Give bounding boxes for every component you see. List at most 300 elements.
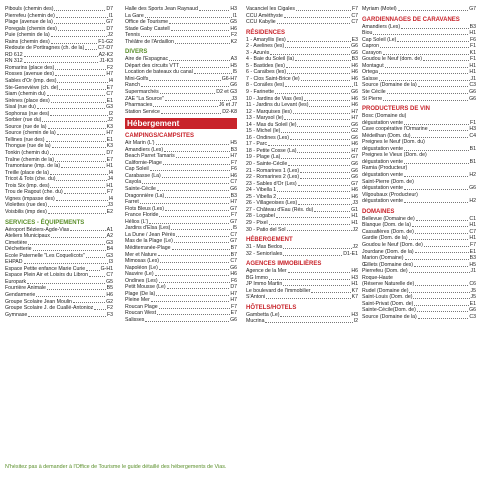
dot-leader <box>27 279 105 284</box>
grid-reference: J6 et J7 <box>218 102 237 109</box>
entry-name: Tellines (rue des) <box>5 136 45 143</box>
dot-leader <box>404 185 468 190</box>
section-heading-hebergement: HÉBERGEMENT <box>246 237 293 244</box>
grid-reference: G6 <box>351 161 358 168</box>
grid-reference: H7 <box>351 108 358 115</box>
grid-reference: H6 <box>230 271 237 278</box>
grid-reference: H7 <box>230 290 237 297</box>
grid-reference: H3 <box>469 126 476 133</box>
dot-leader <box>283 251 342 256</box>
grid-reference: H7 <box>106 130 113 137</box>
entry-name: Tricot & Tots (che. du) <box>5 176 56 183</box>
grid-reference: J1 <box>470 75 476 82</box>
dot-leader <box>86 266 99 271</box>
index-entry <box>246 294 358 301</box>
dot-leader <box>409 268 470 273</box>
entry-name: Voisbilis (imp des) <box>5 208 47 215</box>
grid-reference: K7 <box>351 287 358 294</box>
entry-name: Cap Soleil (Le) <box>362 36 397 43</box>
dot-leader <box>157 310 230 315</box>
entry-name: 10 - Jardins de Vias (les) <box>246 95 304 102</box>
entry-name: Mini-Golfs <box>125 75 149 82</box>
dot-leader <box>277 19 351 24</box>
index-entry <box>362 6 476 13</box>
grid-reference: D1-E1 <box>343 250 358 257</box>
dot-leader <box>286 63 350 68</box>
entry-name: dégustation vente <box>362 172 403 179</box>
entry-name: Nauvire (Le) <box>125 271 154 278</box>
grid-reference: D7 <box>106 25 113 32</box>
entry-name: Cimetière <box>5 239 28 246</box>
grid-reference: J3 <box>231 95 237 102</box>
entry-name: Location de bateaux du canal <box>125 69 193 76</box>
grid-reference: G2 <box>106 298 113 305</box>
grid-reference: J5 <box>470 294 476 301</box>
dot-leader <box>288 268 351 273</box>
dot-leader <box>417 307 468 312</box>
dot-leader <box>414 262 468 267</box>
grid-reference: I1 <box>353 82 358 89</box>
entry-name: Méditerranée-Plage <box>125 244 171 251</box>
grid-reference: G6 <box>351 89 358 96</box>
dot-leader <box>404 198 468 203</box>
dot-leader <box>42 117 106 122</box>
index-entry <box>5 312 113 319</box>
grid-reference: F6 <box>230 166 237 173</box>
entry-name: Espace Plein Air et Loisirs du Libron <box>5 272 89 279</box>
entry-name: Groupe Scolaire Jean Moulin <box>5 298 72 305</box>
dot-leader <box>50 170 108 175</box>
grid-reference: F2 <box>230 32 237 39</box>
grid-reference: H3 <box>230 6 237 12</box>
entry-name: Preignes le Neuf (Dom. du) <box>362 139 425 146</box>
entry-name: 1 - Amaryllis (les) <box>246 36 286 43</box>
dot-leader <box>268 141 350 146</box>
grid-reference: G6 <box>351 134 358 141</box>
dot-leader <box>298 200 351 205</box>
dot-leader <box>176 153 230 158</box>
entry-name: 6 - Caraïbes (les) <box>246 69 287 76</box>
entry-name: Flots Bleus (Les) <box>125 205 164 212</box>
entry-name: dégustation vente <box>362 185 403 192</box>
section-heading-campings: CAMPINGS/CAMPSITES <box>125 133 195 140</box>
grid-reference: H6 <box>351 69 358 76</box>
dot-leader <box>46 137 106 142</box>
entry-name: dégustation vente <box>362 198 403 205</box>
section-heading-services: SERVICES - ÉQUIPEMENTS <box>5 219 85 226</box>
entry-name: Pibouls (chemin des) <box>5 6 54 12</box>
entry-name: Trou de Ragout (che. du) <box>5 189 63 196</box>
grid-reference: D7 <box>230 284 237 291</box>
dot-leader <box>85 45 97 50</box>
grid-reference: I5 <box>232 225 237 232</box>
entry-name: Aéroport Béziers-Agde-Vias <box>5 226 70 233</box>
grid-reference: G7 <box>351 154 358 161</box>
grid-reference: E7 <box>106 84 113 91</box>
entry-name: JP Immo Martin <box>246 281 283 288</box>
dot-leader <box>379 76 470 81</box>
grid-reference: G6 <box>230 316 237 323</box>
dot-leader <box>50 183 105 188</box>
grid-reference: E1 <box>469 300 476 307</box>
grid-reference: C7 <box>351 12 358 19</box>
dot-leader <box>151 297 230 302</box>
producteurs-vin-list <box>362 113 476 205</box>
dot-leader <box>48 202 107 207</box>
entry-name: 18 - Petite Cosse (La) <box>246 147 297 154</box>
entry-name: Pleine Mer <box>125 297 150 304</box>
index-entry <box>362 198 476 205</box>
entry-name: Gardie (Dom. de la) <box>362 235 408 242</box>
dot-leader <box>300 168 350 173</box>
dot-leader <box>164 147 230 152</box>
dot-leader <box>297 148 350 153</box>
services-list <box>5 227 113 319</box>
dot-leader <box>149 219 229 224</box>
grid-reference: J3 <box>107 202 113 209</box>
section-heading-domaines: DOMAINES <box>362 208 395 215</box>
grid-reference: F2 <box>106 305 113 312</box>
dot-leader <box>89 272 105 277</box>
grid-reference: G6 <box>469 185 476 192</box>
entry-name: Ranch <box>125 82 140 89</box>
dot-leader <box>266 294 350 299</box>
grid-reference: F7 <box>106 189 113 196</box>
dot-leader <box>404 172 468 177</box>
entry-name: 11 - Jardins du Levant (les) <box>246 102 309 109</box>
entry-name: France Floride <box>125 212 159 219</box>
entry-name: Déchetterie <box>5 246 32 253</box>
dot-leader <box>153 102 217 107</box>
entry-name: Redoute de Portiragnes (ch. de la) <box>5 45 85 52</box>
entry-name: Le boulevard de l'immobilier <box>246 287 311 294</box>
dot-leader <box>285 43 350 48</box>
dot-leader <box>285 82 352 87</box>
grid-reference: D7 <box>106 150 113 157</box>
grid-reference: B5 <box>106 285 113 292</box>
entry-name: Air Marin (L') <box>125 140 155 147</box>
entry-name: Groupe Scolaire J. de Cuallé-Antonioz <box>5 305 94 312</box>
grid-reference: H2 <box>469 198 476 205</box>
grid-reference: B1 <box>469 145 476 152</box>
grid-reference: E7 <box>230 310 237 317</box>
residences-list <box>246 37 358 233</box>
entry-name: Pierrefeu (Dom. de) <box>362 268 408 275</box>
entry-name: Plage (avenue de la) <box>5 19 53 26</box>
dot-leader <box>404 159 469 164</box>
entry-name: Montagut <box>362 62 384 69</box>
entry-name: Saint-Pierre (Dom. de) <box>362 178 414 185</box>
entry-name: (Réserve Naturelle de) <box>362 281 415 288</box>
grid-reference: H3 <box>351 311 358 318</box>
dot-leader <box>290 135 350 140</box>
dot-leader <box>293 109 351 114</box>
entry-name: CCU Kabylie <box>246 19 276 26</box>
grid-reference: B3 <box>351 56 358 63</box>
entry-name: Espace Petite enfance Marie Curie <box>5 265 86 272</box>
dot-leader <box>296 6 351 11</box>
index-column-3 <box>246 6 358 325</box>
entry-name: Cap Soleil <box>125 166 149 173</box>
grid-reference: H1 <box>106 182 113 189</box>
dot-leader <box>284 115 350 120</box>
entry-name: Tramontane (imp. de la) <box>5 163 61 170</box>
grid-reference: G7 <box>106 19 113 26</box>
grid-reference: B7 <box>230 251 237 258</box>
grid-reference: H2 <box>469 172 476 179</box>
dot-leader <box>56 13 108 18</box>
entry-name: S'Antoni <box>246 294 266 301</box>
entry-name: 29 - Pixel <box>246 219 268 226</box>
entry-name: Agence de la Mer <box>246 268 287 275</box>
entry-name: 3 - Azurés <box>246 49 270 56</box>
dot-leader <box>51 233 106 238</box>
dot-leader <box>156 140 230 145</box>
dot-leader <box>50 111 107 116</box>
domaines-list <box>362 216 476 321</box>
grid-reference: D2 et G3 <box>216 89 237 96</box>
dot-leader <box>158 252 230 257</box>
entry-name: RN 312 <box>5 58 23 65</box>
grid-reference: F2 <box>106 64 113 71</box>
grid-reference: H1 <box>469 222 476 229</box>
dot-leader <box>145 13 232 18</box>
section-heading-residences: RÉSIDENCES <box>246 29 286 36</box>
grid-reference: J2 <box>352 244 358 251</box>
grid-reference: D2-K8 <box>222 108 237 115</box>
dot-leader <box>73 299 105 304</box>
grid-reference: H1 <box>469 235 476 242</box>
grid-reference: G6 <box>351 43 358 50</box>
grid-reference: H6 <box>351 102 358 109</box>
grid-reference: G6 <box>230 264 237 271</box>
entry-name: Roucan West <box>125 310 157 317</box>
entry-name: Puie (chemin de la) <box>5 32 50 39</box>
dot-leader <box>51 32 107 37</box>
dot-leader <box>169 56 230 61</box>
street-list <box>5 6 113 216</box>
entry-name: Ateliers Municipaux <box>5 233 50 240</box>
dot-leader <box>48 209 106 214</box>
dot-leader <box>159 265 229 270</box>
grid-reference: F1 <box>469 43 476 50</box>
entry-name: 20 - Sainte-Cécile <box>246 161 288 168</box>
section-heading-caravanes: GARDIENNAGES DE CARAVANES <box>362 16 460 23</box>
entry-name: 21 - Romarines 1 (Les) <box>246 167 300 174</box>
dot-leader <box>423 56 469 61</box>
dot-leader <box>418 314 469 319</box>
entry-name: Œillets (Domaine des) <box>362 261 414 268</box>
campings-continued-list <box>246 6 358 26</box>
dot-leader <box>281 128 350 133</box>
grid-reference: G7 <box>230 205 237 212</box>
grid-reference: F1-G2 <box>98 38 113 45</box>
dot-leader <box>265 318 352 323</box>
entry-name: Traîne (chemin de la) <box>5 156 55 163</box>
entry-name: Romarins (place des) <box>5 64 55 71</box>
grid-reference: G6 <box>469 95 476 102</box>
dot-leader <box>415 249 469 254</box>
grid-reference: A1 <box>106 226 113 233</box>
dot-leader <box>162 173 230 178</box>
entry-name: Vignes (impasse des) <box>5 195 55 202</box>
entry-name: Sorbier (rue du) <box>5 117 42 124</box>
dot-leader <box>47 91 106 96</box>
entry-name: Médeilhan (Dom. du) <box>362 132 411 139</box>
grid-reference: H6 <box>351 268 358 275</box>
entry-name: EHPAD <box>5 259 23 266</box>
entry-name: Ste-Geneviève (ch. de) <box>5 84 59 91</box>
grid-reference: H6 <box>351 95 358 102</box>
entry-name: Fourrière Animale <box>5 285 46 292</box>
entry-name: Napoléon (Le) <box>125 264 158 271</box>
hebergement-list <box>246 244 358 257</box>
grid-reference: C7-D7 <box>98 45 113 52</box>
dot-leader <box>142 179 229 184</box>
dot-leader <box>424 242 469 247</box>
dot-leader <box>277 187 350 192</box>
grid-reference: F7 <box>469 241 476 248</box>
grid-reference: H3 <box>351 274 358 281</box>
index-entry <box>362 314 476 321</box>
entry-name: dégustation vente <box>362 145 403 152</box>
caravanes-list <box>362 24 476 103</box>
grid-reference: G3 <box>106 252 113 259</box>
grid-reference: C7 <box>106 272 113 279</box>
grid-reference: B3 <box>230 192 237 199</box>
entry-name: Sophoras (rue des) <box>5 110 50 117</box>
grid-reference: J1 <box>470 268 476 275</box>
section-heading-vin: PRODUCTEURS DE VIN <box>362 106 431 113</box>
entry-name: Sisal (rue du) <box>5 104 36 111</box>
entry-name: Pharmacies <box>125 102 153 109</box>
grid-reference: H1 <box>469 69 476 76</box>
index-column-1 <box>5 6 113 318</box>
entry-name: 22 - Romarines 2 (Les) <box>246 174 300 181</box>
section-heading-divers: DIVERS <box>125 49 148 56</box>
dot-leader <box>283 281 350 286</box>
entry-name: Gambetta (Le) <box>246 311 280 318</box>
index-column-4 <box>362 6 476 321</box>
grid-reference: F1 <box>469 119 476 126</box>
dot-leader <box>163 160 230 165</box>
dot-leader <box>50 150 106 155</box>
index-entry <box>125 39 237 46</box>
grid-reference: I4 <box>108 169 113 176</box>
dot-leader <box>24 52 98 57</box>
entry-name: Ecole Paternelle "Les Coquelicots" <box>5 252 85 259</box>
entry-name: 19 - Plage (La) <box>246 154 281 161</box>
dot-leader <box>300 174 350 179</box>
dot-leader <box>160 258 229 263</box>
dot-leader <box>409 235 469 240</box>
entry-name: Myriam (Motel) <box>362 6 397 12</box>
grid-reference: G5 <box>230 19 237 26</box>
grid-reference: C3 <box>469 313 476 320</box>
entry-name: Farret <box>125 199 139 206</box>
entry-name: Hélios (L') <box>125 218 149 225</box>
entry-name: Cayola <box>125 179 142 186</box>
dot-leader <box>397 37 469 42</box>
dot-leader <box>51 39 98 44</box>
divers-list <box>125 56 237 115</box>
dot-leader <box>165 206 229 211</box>
entry-name: 30 - Patio del Sol <box>246 226 286 233</box>
grid-reference: H6 <box>351 187 358 194</box>
grid-reference: E3 <box>351 36 358 43</box>
grid-reference: C3 <box>469 82 476 89</box>
dot-leader <box>28 312 106 317</box>
entry-name: Biou <box>362 30 373 37</box>
grid-reference: H6 <box>351 141 358 148</box>
entry-name: Poregals (chemin des) <box>5 25 57 32</box>
entry-name: Source (chemin de la) <box>5 130 56 137</box>
dot-leader <box>161 109 221 114</box>
entry-name: Rudel (Domaine de) <box>362 287 409 294</box>
grid-reference: G6 <box>351 167 358 174</box>
entry-name: 8 - Coraïles (les) <box>246 82 285 89</box>
dot-leader <box>58 26 105 31</box>
entry-name: RD 612 <box>5 51 23 58</box>
entry-name: Goudou le Neuf (Dom. de) <box>362 241 423 248</box>
dot-leader <box>412 222 468 227</box>
grid-reference: B7 <box>230 244 237 251</box>
grid-reference: G6 <box>469 307 476 314</box>
grid-reference: G7 <box>230 218 237 225</box>
dot-leader <box>405 255 469 260</box>
grid-reference: E7 <box>106 156 113 163</box>
entry-name: Rains (chemin des) <box>5 38 50 45</box>
services-continued-list <box>125 6 237 45</box>
grid-reference: G-H1 <box>100 265 113 272</box>
grid-reference: H6 <box>230 172 237 179</box>
dot-leader <box>411 133 468 138</box>
grid-reference: K1 <box>469 49 476 56</box>
grid-reference: F7 <box>230 159 237 166</box>
entry-name: Cassafières (Dom. de) <box>362 228 414 235</box>
entry-name: St Pierre <box>362 95 383 102</box>
dot-leader <box>199 6 229 11</box>
grid-reference: E2 <box>106 208 113 215</box>
entry-name: Plage (De la) <box>125 290 156 297</box>
grid-reference: H7 <box>230 199 237 206</box>
entry-name: Ramia (Producteur) <box>362 165 408 172</box>
entry-name: 12 - Marquises (les) <box>246 108 292 115</box>
entry-name: Départ des circuits VTT <box>125 62 180 69</box>
index-entry <box>125 317 237 324</box>
dot-leader <box>180 63 229 68</box>
grid-reference: B3 <box>469 23 476 30</box>
grid-reference: G2 <box>351 128 358 135</box>
dot-leader <box>309 102 350 107</box>
dot-leader <box>51 98 106 103</box>
dot-leader <box>269 220 351 225</box>
grid-reference: G7 <box>469 6 476 12</box>
dot-leader <box>287 227 352 232</box>
dot-leader <box>61 163 105 168</box>
grid-reference: I1 <box>108 12 113 19</box>
dot-leader <box>298 181 350 186</box>
entry-name: Europark <box>5 278 27 285</box>
grid-reference: J5 <box>470 287 476 294</box>
entry-name: Sainte-Cécile <box>125 186 156 193</box>
grid-reference: F1 <box>469 56 476 63</box>
entry-name: Petit Mousse (Le) <box>125 284 166 291</box>
grid-reference: B3 <box>469 255 476 262</box>
dot-leader <box>159 212 229 217</box>
dot-leader <box>270 50 350 55</box>
dot-leader <box>175 39 230 44</box>
